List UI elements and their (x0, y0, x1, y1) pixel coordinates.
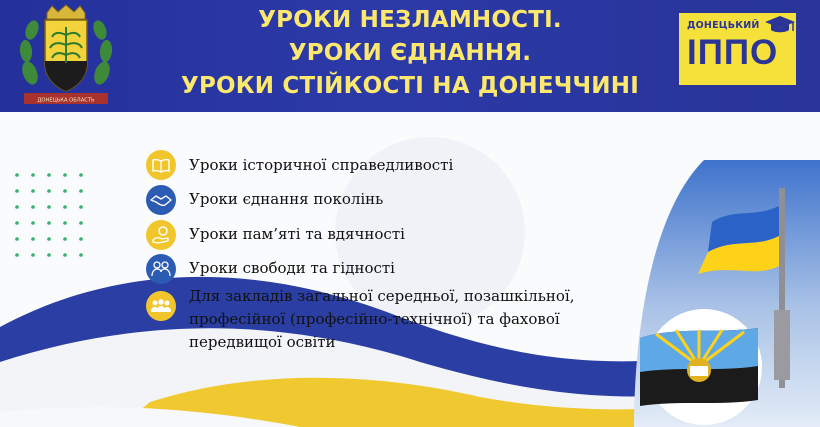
header-band (0, 0, 820, 112)
dot-grid-decoration (13, 171, 103, 261)
item-label: Уроки свободи та гідності (189, 259, 395, 277)
hand-coin-icon (146, 220, 176, 250)
item-label: Уроки пам’яті та вдячності (189, 225, 405, 243)
list-item (146, 220, 405, 250)
coat-ribbon-text: ДОНЕЦЬКА ОБЛАСТЬ (37, 97, 95, 104)
list-item (146, 185, 383, 215)
title-line-3: УРОКИ СТІЙКОСТІ НА ДОНЕЧЧИНІ (181, 73, 639, 99)
item-label: Уроки історичної справедливості (189, 156, 454, 174)
title-line-2: УРОКИ ЄДНАННЯ. (288, 40, 532, 66)
item-label-multiline (189, 285, 574, 354)
donetsk-oblast-coat-of-arms-icon (14, 3, 118, 108)
list-item (146, 254, 395, 284)
page-title (130, 4, 690, 103)
item-label-line: професійної (професійно-технічної) та фахової (189, 310, 560, 328)
ippo-logo (676, 10, 799, 88)
people-icon (146, 254, 176, 284)
donetsk-oblast-flag-icon (636, 322, 764, 410)
book-icon (146, 150, 176, 180)
list-item (146, 150, 453, 180)
group-icon (146, 291, 176, 321)
logo-small-text: ДОНЕЦЬКИЙ (687, 20, 760, 31)
item-label: Уроки єднання поколінь (189, 190, 384, 208)
item-label-line: Для закладів загальної середньої, позашкільної, (189, 287, 575, 305)
handshake-icon (146, 185, 176, 215)
logo-big-text: ІППО (687, 33, 779, 72)
list-item (146, 287, 575, 354)
item-label-line: передвищої освіти (189, 333, 336, 351)
graduation-cap-icon (763, 14, 797, 36)
title-line-1: УРОКИ НЕЗЛАМНОСТІ. (258, 7, 562, 33)
